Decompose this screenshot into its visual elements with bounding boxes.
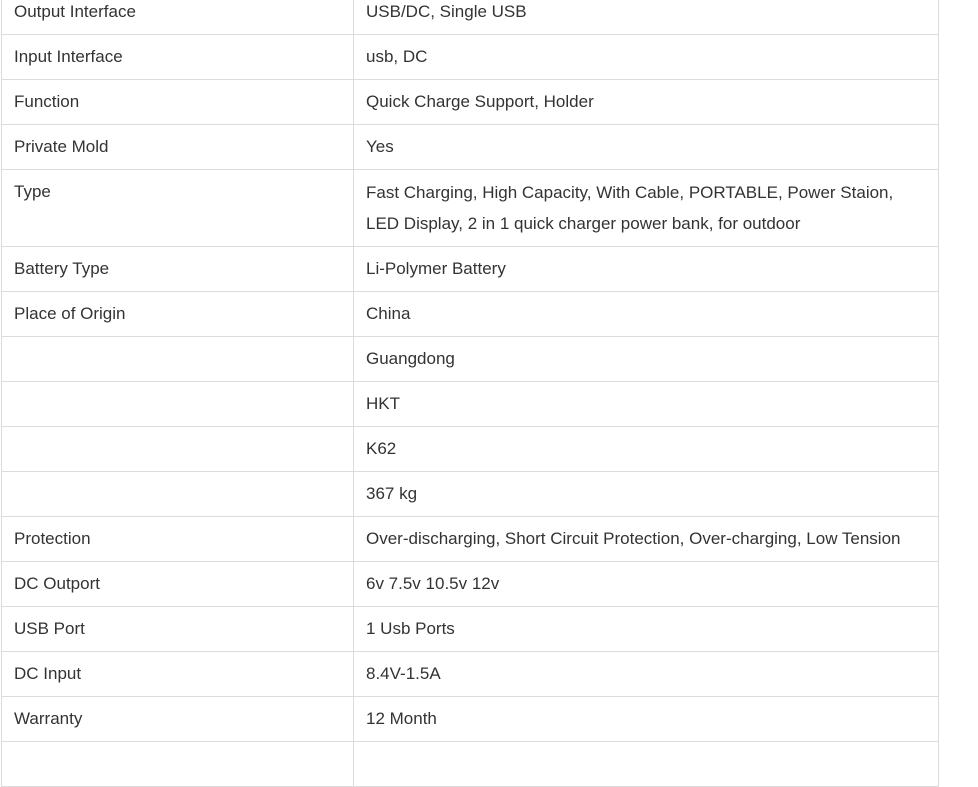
- spec-value: Quick Charge Support, Holder: [354, 80, 939, 125]
- spec-label: DC Input: [2, 652, 354, 697]
- spec-label: DC Outport: [2, 562, 354, 607]
- spec-value: usb, DC: [354, 35, 939, 80]
- table-row: [2, 247, 939, 292]
- table-row: [2, 472, 939, 517]
- spec-value: Li-Polymer Battery: [354, 247, 939, 292]
- spec-label: Battery Type: [2, 247, 354, 292]
- spec-value: Fast Charging, High Capacity, With Cable, PORTABLE, Power Staion, LED Display, 2 in 1 quick charger power bank, for outdoor: [354, 170, 939, 247]
- spec-value: HKT: [354, 382, 939, 427]
- spec-label: Warranty: [2, 697, 354, 742]
- spec-value: [354, 742, 939, 787]
- table-row: [2, 697, 939, 742]
- table-row: [2, 80, 939, 125]
- table-row: [2, 427, 939, 472]
- spec-label: [2, 382, 354, 427]
- table-row: [2, 0, 939, 35]
- table-row: [2, 35, 939, 80]
- table-row: [2, 170, 939, 247]
- spec-value: K62: [354, 427, 939, 472]
- spec-value: 367 kg: [354, 472, 939, 517]
- spec-value: 8.4V-1.5A: [354, 652, 939, 697]
- spec-value: USB/DC, Single USB: [354, 0, 939, 35]
- spec-value: Guangdong: [354, 337, 939, 382]
- spec-label: Input Interface: [2, 35, 354, 80]
- table-row: [2, 742, 939, 787]
- spec-value: 1 Usb Ports: [354, 607, 939, 652]
- spec-value: China: [354, 292, 939, 337]
- table-row: [2, 382, 939, 427]
- spec-value: Over-discharging, Short Circuit Protection, Over-charging, Low Tension: [354, 517, 939, 562]
- table-row: [2, 517, 939, 562]
- table-row: [2, 652, 939, 697]
- spec-label: [2, 337, 354, 382]
- spec-label: [2, 427, 354, 472]
- table-row: [2, 562, 939, 607]
- table-row: [2, 292, 939, 337]
- product-spec-table: [1, 0, 939, 787]
- spec-label: Protection: [2, 517, 354, 562]
- spec-label: Private Mold: [2, 125, 354, 170]
- spec-label: USB Port: [2, 607, 354, 652]
- spec-label: [2, 472, 354, 517]
- table-row: [2, 125, 939, 170]
- spec-value: 6v 7.5v 10.5v 12v: [354, 562, 939, 607]
- spec-label: [2, 742, 354, 787]
- spec-label: Output Interface: [2, 0, 354, 35]
- spec-label: Function: [2, 80, 354, 125]
- spec-label: Type: [2, 170, 354, 247]
- spec-value: 12 Month: [354, 697, 939, 742]
- table-row: [2, 337, 939, 382]
- table-row: [2, 607, 939, 652]
- spec-label: Place of Origin: [2, 292, 354, 337]
- spec-value: Yes: [354, 125, 939, 170]
